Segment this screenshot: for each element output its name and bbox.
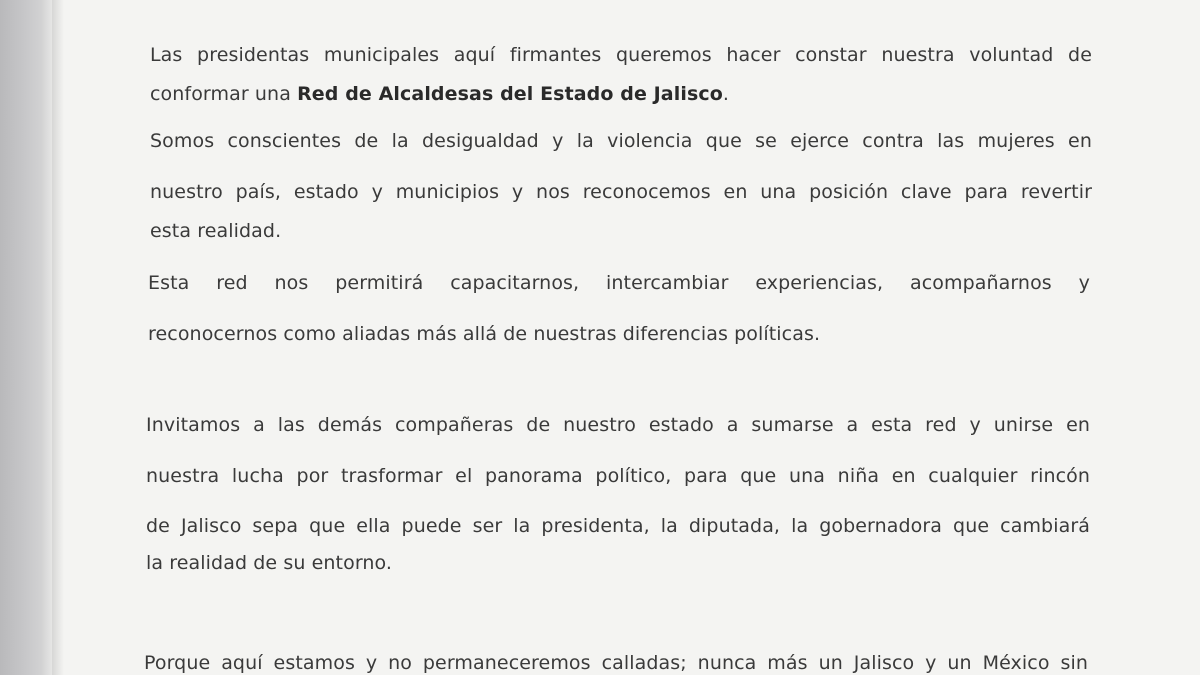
- paragraph-4-line-1: Invitamos a las demás compañeras de nuestro estado a sumarse a esta red y unirse en: [146, 414, 1090, 436]
- paragraph-2-line-3: esta realidad.: [150, 220, 282, 242]
- paragraph-5-line-1: Porque aquí estamos y no permaneceremos calladas; nunca más un Jalisco y un México sin: [144, 652, 1088, 674]
- paragraph-2-line-2: nuestro país, estado y municipios y nos reconocemos en una posición clave para revertir: [150, 181, 1092, 203]
- paragraph-1-line-2-suffix: .: [722, 83, 730, 105]
- network-name: Red de Alcaldesas del Estado de Jalisco: [297, 83, 723, 105]
- paragraph-4-line-4: la realidad de su entorno.: [146, 552, 393, 574]
- paragraph-2-line-1: Somos conscientes de la desigualdad y la violencia que se ejerce contra las mujeres en: [150, 130, 1092, 152]
- paragraph-4-line-3: de Jalisco sepa que ella puede ser la presidenta, la diputada, la gobernadora que cambiará: [146, 515, 1090, 537]
- paragraph-3-line-1: Esta red nos permitirá capacitarnos, intercambiar experiencias, acompañarnos y: [148, 272, 1090, 294]
- paragraph-1-line-2-prefix: conformar una: [150, 83, 298, 105]
- paragraph-4-line-2: nuestra lucha por trasformar el panorama político, para que una niña en cualquier rincón: [146, 465, 1090, 487]
- paragraph-3-line-2: reconocernos como aliadas más allá de nuestras diferencias políticas.: [148, 323, 821, 345]
- paragraph-1-line-2: [150, 83, 729, 105]
- paragraph-1-line-1: Las presidentas municipales aquí firmantes queremos hacer constar nuestra voluntad de: [150, 44, 1092, 66]
